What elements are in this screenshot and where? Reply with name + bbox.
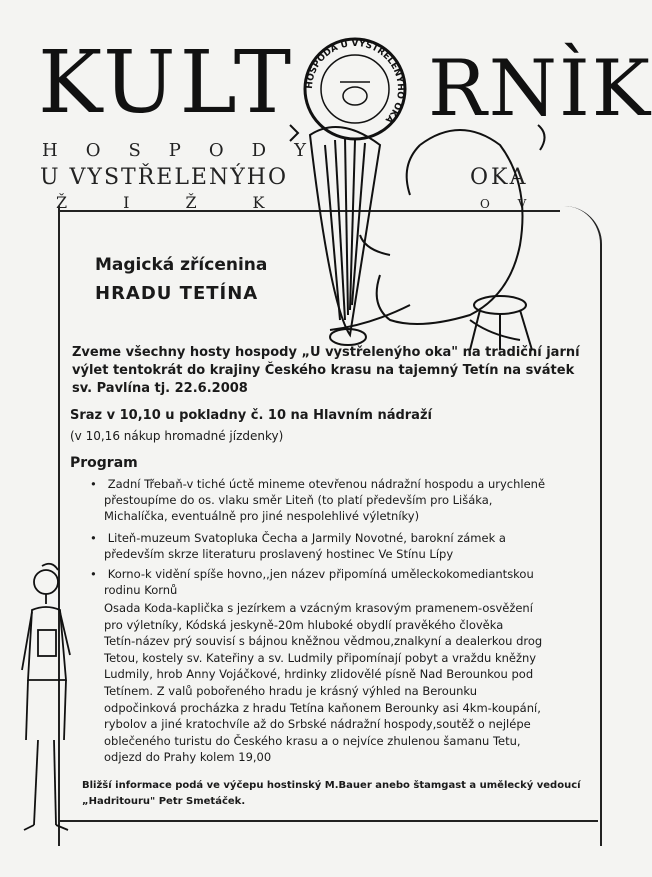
intro-line: výlet tentokrát do krajiny Českého krasu na tajemný Tetín na svátek bbox=[72, 363, 575, 378]
program-rest-line: Tetín-název prý souvisí s bájnou kněžnou vědmou,znalkyní a dealerkou drog bbox=[104, 634, 543, 649]
footer-line: Bližší informace podá ve výčepu hostinský M.Bauer anebo štamgast a umělecký vedoucí bbox=[82, 780, 581, 791]
program-rest-line: odjezd do Prahy kolem 19,00 bbox=[104, 750, 272, 765]
footer-contact bbox=[82, 778, 581, 810]
meeting-note: (v 10,16 nákup hromadné jízdenky) bbox=[70, 429, 284, 443]
masthead-subtitle-1: HOSPODY bbox=[42, 140, 334, 161]
program-rest-line: pro výletníky, Kódská jeskyně-20m hluboké obydlí pravěkého člověka bbox=[104, 617, 504, 632]
program-rest-line: rybolov a jiné kratochvíle až do Srbské nádražní hospody,soutěž o nejlépe bbox=[104, 717, 531, 732]
masthead-subtitle-2-right: OKA bbox=[470, 165, 529, 190]
masthead-subtitle-3-right: OV bbox=[480, 197, 555, 211]
masthead-title-right: RNÌK bbox=[428, 44, 652, 134]
meeting-point: Sraz v 10,10 u pokladny č. 10 na Hlavním nádraží bbox=[70, 408, 432, 423]
program-item-line: • Zadní Třebaň-v tiché úctě mineme otevřenou nádražní hospodu a urychleně bbox=[90, 477, 546, 491]
program-item-line: • Korno-k vidění spíše hovno,,jen název připomíná uměleckokomediantskou bbox=[90, 567, 534, 581]
program-item-line: Michalíčka, eventuálně pro jiné nespolehlivé výletníky) bbox=[104, 509, 420, 523]
bullet-icon: • bbox=[90, 531, 108, 545]
program-heading: Program bbox=[70, 455, 138, 471]
program-rest-line: Osada Koda-kaplička s jezírkem a vzácným krasovým pramenem-osvěžení bbox=[104, 601, 533, 615]
program-item-line: rodinu Kornů bbox=[104, 583, 178, 597]
program-item-1 bbox=[90, 476, 560, 524]
frame-bottom-line bbox=[60, 820, 598, 822]
intro-line: sv. Pavlína tj. 22.6.2008 bbox=[72, 381, 248, 396]
seal-text: HOSPODA U VYSTŘELENÝHO OKA bbox=[304, 38, 406, 125]
program-item-3 bbox=[90, 566, 534, 598]
intro-line: Zveme všechny hosty hospody „U vystřelenýho oka" na tradiční jarní bbox=[72, 345, 580, 360]
event-title-line-1: Magická zřícenina bbox=[95, 255, 268, 275]
footer-line: „Hadritouru" Petr Smetáček. bbox=[82, 796, 246, 807]
bullet-icon: • bbox=[90, 567, 108, 581]
masthead-subtitle-2: U VYSTŘELENÝHO bbox=[40, 165, 288, 190]
program-item-line: především skrze literaturu proslavený hostinec Ve Stínu Lípy bbox=[104, 547, 454, 561]
program-rest-line: Tetou, kostely sv. Kateřiny a sv. Ludmily připomínají pobyt a vraždu kněžny bbox=[104, 650, 537, 665]
harp-figure-illustration-icon bbox=[270, 105, 600, 355]
program-rest-line: oblečeného turistu do Českého krasu a o nejvíce zhulenou šamanu Tetu, bbox=[104, 733, 521, 748]
masthead-subtitle-3: ŽIŽK bbox=[56, 193, 321, 212]
program-item-line: přestoupíme do os. vlaku směr Liteň (to platí především pro Lišáka, bbox=[104, 493, 493, 507]
program-rest-line: Ludmily, hrob Anny Vojáčkové, hrdinky zlidovělé písně Nad Berounkou pod bbox=[104, 667, 534, 682]
masthead-title-left: KULT bbox=[38, 33, 296, 133]
program-rest-line: odpočinková procházka z hradu Tetína kaňonem Berounky asi 4km-koupání, bbox=[104, 700, 541, 715]
bullet-icon: • bbox=[90, 477, 108, 491]
woman-figure-illustration-icon bbox=[14, 560, 84, 840]
program-rest bbox=[104, 600, 564, 766]
program-item-2 bbox=[90, 530, 530, 562]
intro-paragraph bbox=[72, 344, 580, 398]
program-rest-line: Tetínem. Z valů pobořeného hradu je krásný výhled na Berounku bbox=[104, 683, 477, 698]
event-title-line-2: HRADU TETÍNA bbox=[95, 283, 259, 304]
program-item-line: • Liteň-muzeum Svatopluka Čecha a Jarmily Novotné, barokní zámek a bbox=[90, 531, 506, 545]
